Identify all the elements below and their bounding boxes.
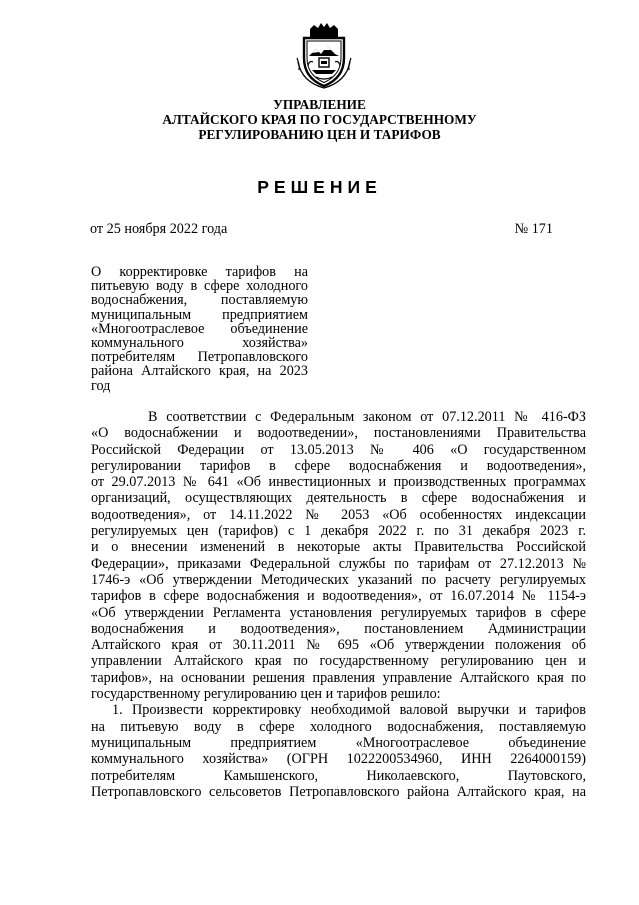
body-line: муниципальным предприятием «Многоотраслевое объединение [91, 734, 586, 751]
subject-line: О корректировке тарифов на [91, 265, 308, 280]
altai-krai-coat-of-arms-icon [294, 22, 354, 90]
subject-line: «Многоотраслевое объединение [91, 321, 308, 336]
body-line: организаций, осуществляющих деятельность в сфере водоснабжения и [91, 490, 586, 507]
body-line: и о внесении изменений в некоторые акты Правительства Российской [91, 539, 586, 556]
body-line: Российской Федерации от 13.05.2013 № 406 «О государственном [91, 441, 586, 458]
document-date: от 25 ноября 2022 года [90, 221, 228, 237]
org-name-line-2: АЛТАЙСКОГО КРАЯ ПО ГОСУДАРСТВЕННОМУ [162, 112, 477, 127]
document-subject [91, 265, 308, 393]
subject-line: питьевую воду в сфере холодного [91, 279, 308, 294]
body-line: Федерации», приказами Федеральной службы по тарифам от 27.12.2013 № [91, 555, 586, 572]
body-line: на питьевую воду в сфере холодного водоснабжения, поставляемую [91, 718, 586, 735]
org-name-line-1: УПРАВЛЕНИЕ [273, 97, 366, 112]
body-line: «О водоснабжении и водоотведении», постановлениями Правительства [91, 425, 586, 442]
body-line: водоотведения», от 14.11.2022 № 2053 «Об особенностях индексации [91, 506, 586, 523]
subject-line: коммунального хозяйства» [91, 335, 308, 351]
body-line: Алтайского края от 30.11.2011 № 695 «Об утверждении положения об [91, 637, 586, 654]
body-line: тарифов в сфере водоснабжения и водоотведения», от 16.07.2014 № 1154-э [91, 588, 586, 605]
body-line: коммунального хозяйства» (ОГРН 1022200534960, ИНН 2264000159) [91, 751, 586, 768]
subject-line: муниципальным предприятием [91, 307, 308, 322]
body-line: потребителям Камышенского, Николаевского, Паутовского, [91, 767, 586, 784]
subject-line: год [91, 378, 111, 393]
body-line: Петропавловского сельсоветов Петропавловского района Алтайского края, на [91, 783, 586, 800]
body-line: тарифов», на основании решения правления управление Алтайского края по [91, 669, 586, 686]
body-line: В соответствии с Федеральным законом от 07.12.2011 № 416-ФЗ [148, 409, 586, 425]
body-line: 1. Произвести корректировку необходимой валовой выручки и тарифов [112, 702, 586, 719]
subject-line: водоснабжения, поставляемую [91, 293, 308, 308]
subject-line: района Алтайского края, на 2023 [91, 364, 308, 379]
body-line: регулируемых цен (тарифов) с 1 декабря 2022 г. по 31 декабря 2023 г. [91, 523, 586, 540]
document-number: № 171 [514, 221, 553, 237]
body-line: регулировании тарифов в сфере водоснабжения и водоотведения», [91, 457, 586, 474]
body-line: 1746-э «Об утверждении Методических указаний по расчету регулируемых [91, 571, 586, 588]
document-type-title: РЕШЕНИЕ [257, 177, 382, 197]
org-name-line-3: РЕГУЛИРОВАНИЮ ЦЕН И ТАРИФОВ [198, 127, 441, 142]
body-line: «Об утверждении Регламента установления регулируемых тарифов в сфере [91, 604, 586, 621]
document-body [91, 409, 586, 800]
body-line: водоснабжения и водоотведения», постановлением Администрации [91, 620, 586, 637]
body-line: от 29.07.2013 № 641 «Об инвестиционных и производственных программах [91, 474, 586, 491]
body-line: государственному регулированию цен и тарифов решило: [91, 686, 441, 703]
subject-line: потребителям Петропавловского [91, 350, 308, 365]
body-line: управлении Алтайского края по государственному регулированию цен и [91, 653, 586, 670]
